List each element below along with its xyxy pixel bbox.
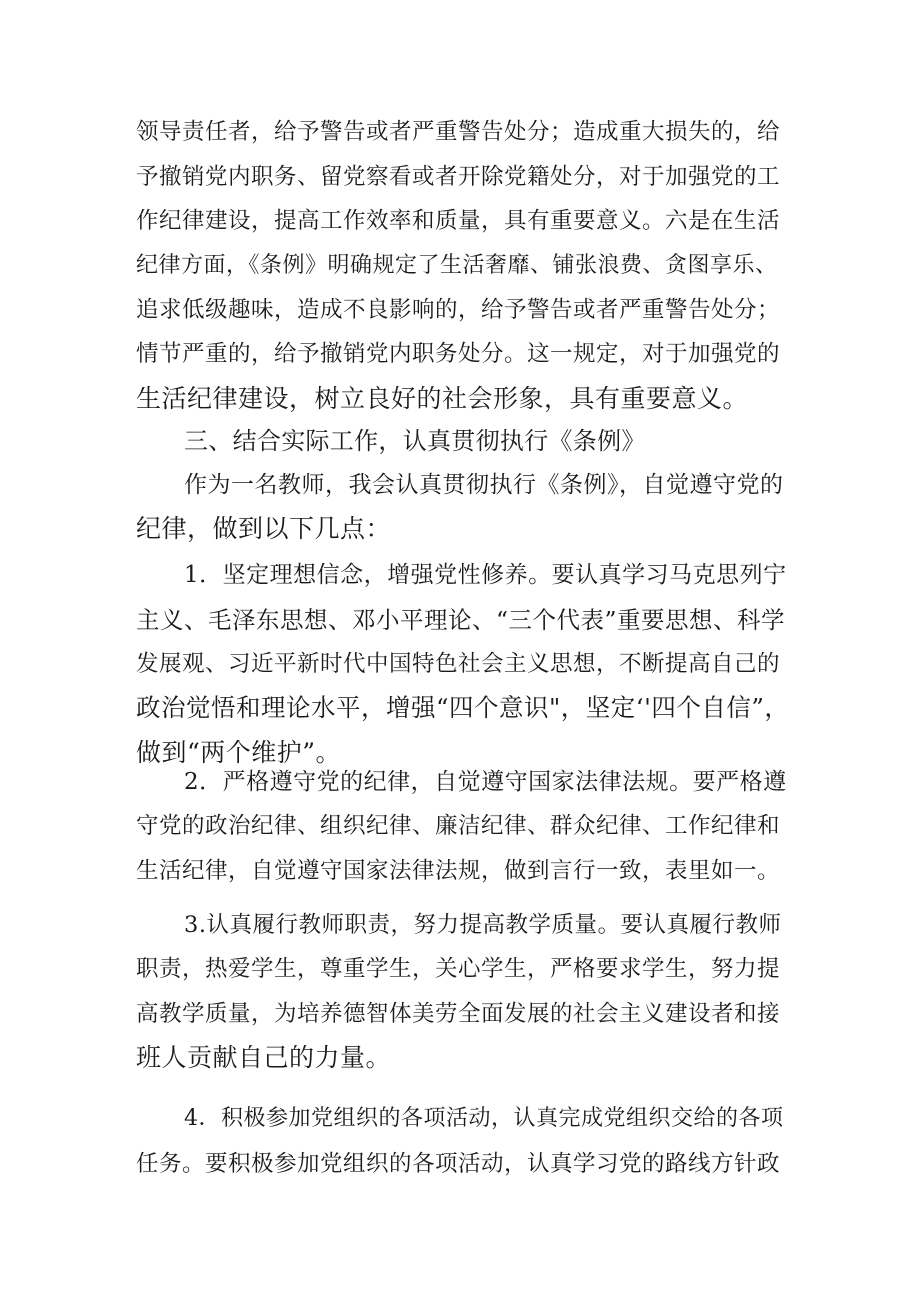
body-text-line: 主义、毛泽东思想、邓小平理论、“三个代表”重要思想、科学 [136,606,786,634]
paragraph-first-line: 作为一名教师，我会认真贯彻执行《条例》，自觉遵守党的 [184,472,784,498]
body-text-line: 任务。要积极参加党组织的各项活动，认真学习党的路线方针政 [136,1151,781,1177]
body-text-line: 领导责任者，给予警告或者严重警告处分；造成重大损失的，给 [136,119,781,145]
body-text-line: 守党的政治纪律、组织纪律、廉洁纪律、群众纪律、工作纪律和 [136,813,781,839]
list-item-1-first-line: 1．坚定理想信念，增强党性修养。要认真学习马克思列宁 [184,562,787,588]
body-text-line: 追求低级趣味，造成不良影响的，给予警告或者严重警告处分； [136,297,781,323]
body-text-line: 作纪律建设，提高工作效率和质量，具有重要意义。六是在生活 [136,208,781,234]
list-item-3-first-line: 3.认真履行教师职责，努力提高教学质量。要认真履行教师 [184,912,782,938]
body-text-line: 情节严重的，给予撤销党内职务处分。这一规定，对于加强党的 [136,341,781,367]
body-text-line: 发展观、习近平新时代中国特色社会主义思想，不断提高自己的 [136,651,781,677]
body-text-line: 职责，热爱学生，尊重学生，关心学生，严格要求学生，努力提 [136,956,781,982]
body-text-line: 予撤销党内职务、留党察看或者开除党籍处分，对于加强党的工 [136,164,781,190]
body-text-line: 生活纪律，自觉遵守国家法律法规，做到言行一致，表里如一。 [136,858,781,884]
body-text-line: 纪律方面，《条例》明确规定了生活奢靡、铺张浪费、贪图享乐、 [136,253,778,278]
list-item-4-first-line: 4．积极参加党组织的各项活动，认真完成党组织交给的各项 [184,1106,784,1131]
body-text-line: 生活纪律建设，树立良好的社会形象，具有重要意义。 [136,384,749,413]
body-text-line: 做到“两个维护”。 [136,738,342,767]
body-text-line: 政治觉悟和理论水平，增强“四个意识"，坚定‘'四个自信”， [136,693,790,722]
body-text-line: 班人贡献自己的力量。 [136,1043,392,1072]
body-text-line: 高教学质量，为培养德智体美劳全面发展的社会主义建设者和接 [136,1001,781,1027]
body-text-line: 纪律，做到以下几点： [136,514,392,543]
list-item-2-first-line: 2．严格遵守党的纪律，自觉遵守国家法律法规。要严格遵 [184,769,787,795]
section-heading: 三、结合实际工作，认真贯彻执行《条例》 [184,427,646,455]
